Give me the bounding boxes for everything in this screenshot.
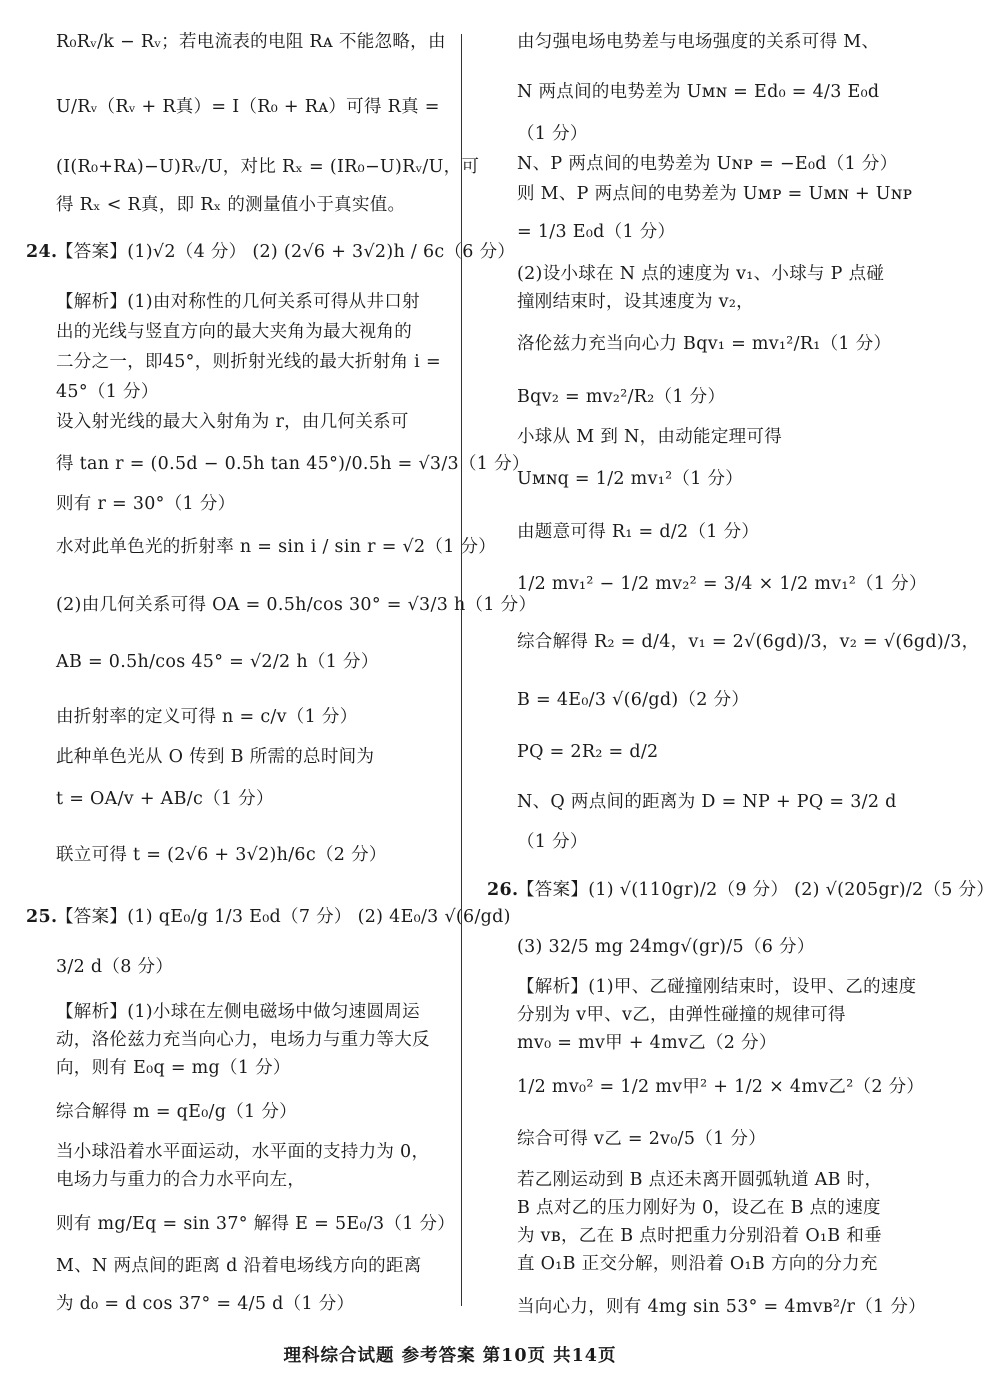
line-content: 此种单色光从 O 传到 B 所需的总时间为 (56, 747, 375, 767)
question-number: 24. (26, 242, 58, 262)
line-content: 由折射率的定义可得 n = c/v（1 分） (56, 707, 358, 727)
text-line (517, 1075, 924, 1100)
text-line (517, 1224, 882, 1249)
text-line (56, 843, 387, 868)
line-content: 得 Rₓ < R真，即 Rₓ 的测量值小于真实值。 (56, 195, 406, 215)
line-content: = 1/3 E₀d（1 分） (517, 222, 676, 242)
line-content: 则有 mg/Eq = sin 37° 解得 E = 5E₀/3（1 分） (56, 1214, 456, 1234)
text-line (517, 1252, 878, 1277)
line-content: 【解析】(1)小球在左侧电磁场中做匀速圆周运 (56, 1002, 420, 1022)
line-content: 动，洛伦兹力充当向心力，电场力与重力等大反 (56, 1030, 430, 1050)
text-line (517, 688, 749, 713)
text-line (26, 905, 511, 930)
text-line (517, 830, 588, 855)
line-content: 由匀强电场电势差与电场强度的关系可得 M、 (517, 32, 880, 52)
text-line (56, 1254, 422, 1279)
text-line (56, 30, 446, 55)
text-line (517, 152, 898, 177)
line-content: 当向心力，则有 4mg sin 53° = 4mvʙ²/r（1 分） (517, 1297, 926, 1317)
text-line (56, 95, 440, 120)
text-line (56, 650, 379, 675)
text-line (517, 1295, 926, 1320)
text-line (517, 80, 879, 105)
text-line (56, 155, 479, 180)
line-content: 分别为 v甲、v乙，由弹性碰撞的规律可得 (517, 1005, 846, 1025)
line-content: M、N 两点间的距离 d 沿着电场线方向的距离 (56, 1256, 422, 1276)
text-line (517, 290, 754, 315)
line-content: 水对此单色光的折射率 n = sin i / sin r = √2（1 分） (56, 537, 497, 557)
text-line (56, 745, 374, 770)
text-line (517, 790, 897, 815)
text-line (517, 332, 891, 357)
text-line (517, 30, 879, 55)
line-content: N、Q 两点间的距离为 D = NP + PQ = 3/2 d (517, 792, 897, 812)
text-line (56, 705, 358, 730)
text-line (56, 320, 412, 345)
text-line (517, 467, 743, 492)
text-line (56, 1056, 291, 1081)
text-line (56, 1000, 420, 1025)
line-content: 【答案】(1) √(110gr)/2（9 分） (2) √(205gr)/2（5 分） (517, 880, 994, 900)
line-content: B 点对乙的压力刚好为 0，设乙在 B 点的速度 (517, 1198, 881, 1218)
text-line (517, 520, 759, 545)
text-line (56, 492, 235, 517)
line-content: N、P 两点间的电势差为 Uɴᴘ = −E₀d（1 分） (517, 154, 898, 174)
line-content: 综合解得 R₂ = d/4，v₁ = 2√(6gd)/3，v₂ = √(6gd)/3， (517, 632, 980, 652)
line-content: 综合可得 v乙 = 2v₀/5（1 分） (517, 1129, 766, 1149)
line-content: 为 d₀ = d cos 37° = 4/5 d（1 分） (56, 1294, 355, 1314)
line-content: (3) 32/5 mg 24mg√(gr)/5（6 分） (517, 937, 815, 957)
text-line (56, 452, 530, 477)
line-content: 向，则有 E₀q = mg（1 分） (56, 1058, 291, 1078)
text-line (517, 572, 927, 597)
line-content: R₀Rᵥ/k − Rᵥ；若电流表的电阻 Rᴀ 不能忽略，由 (56, 32, 446, 52)
line-content: 综合解得 m = qE₀/g（1 分） (56, 1102, 297, 1122)
text-line (56, 1140, 429, 1165)
text-line (517, 122, 588, 147)
line-content: 则 M、P 两点间的电势差为 Uᴍᴘ = Uᴍɴ + Uɴᴘ (517, 184, 913, 204)
text-line (56, 350, 441, 375)
line-content: （1 分） (517, 124, 588, 144)
line-content: 出的光线与竖直方向的最大夹角为最大视角的 (56, 322, 412, 342)
line-content: Uᴍɴq = 1/2 mv₁²（1 分） (517, 469, 744, 489)
text-line (56, 1292, 354, 1317)
text-line (517, 1003, 846, 1028)
text-line (517, 975, 917, 1000)
line-content: AB = 0.5h/cos 45° = √2/2 h（1 分） (56, 652, 379, 672)
line-content: 当小球沿着水平面运动，水平面的支持力为 0， (56, 1142, 430, 1162)
line-content: 1/2 mv₁² − 1/2 mv₂² = 3/4 × 1/2 mv₁²（1 分） (517, 574, 927, 594)
text-line (56, 1100, 297, 1125)
line-content: 二分之一，即45°，则折射光线的最大折射角 i = (56, 352, 441, 372)
line-content: 洛伦兹力充当向心力 Bqv₁ = mv₁²/R₁（1 分） (517, 334, 892, 354)
line-content: (I(R₀+Rᴀ)−U)Rᵥ/U，对比 Rₓ = (IR₀−U)Rᵥ/U，可 (56, 157, 480, 177)
text-line (56, 410, 409, 435)
line-content: 1/2 mv₀² = 1/2 mv甲² + 1/2 × 4mv乙²（2 分） (517, 1077, 925, 1097)
line-content: (2)由几何关系可得 OA = 0.5h/cos 30° = √3/3 h（1 分） (56, 595, 537, 615)
line-content: （1 分） (517, 832, 588, 852)
line-content: N 两点间的电势差为 Uᴍɴ = Ed₀ = 4/3 E₀d (517, 82, 880, 102)
line-content: 得 tan r = (0.5d − 0.5h tan 45°)/0.5h = √3/3（1 分） (56, 454, 530, 474)
line-content: 【解析】(1)由对称性的几何关系可得从井口射 (56, 292, 420, 312)
text-line (517, 1031, 777, 1056)
question-number: 25. (26, 907, 58, 927)
line-content: 【答案】(1) qE₀/g 1/3 E₀d（7 分） (2) 4E₀/3 √(6/gd) (56, 907, 511, 927)
text-line (517, 1168, 882, 1193)
line-content: 联立可得 t = (2√6 + 3√2)h/6c（2 分） (56, 845, 387, 865)
text-line (517, 935, 815, 960)
text-line (56, 1212, 455, 1237)
text-line (517, 740, 658, 765)
line-content: 若乙刚运动到 B 点还未离开圆弧轨道 AB 时， (517, 1170, 883, 1190)
line-content: 电场力与重力的合力水平向左， (56, 1170, 306, 1190)
line-content: 小球从 M 到 N，由动能定理可得 (517, 427, 783, 447)
line-content: (2)设小球在 N 点的速度为 v₁、小球与 P 点碰 (517, 264, 885, 284)
line-content: 则有 r = 30°（1 分） (56, 494, 236, 514)
text-line (517, 630, 979, 655)
text-line (487, 878, 994, 903)
text-line (56, 193, 405, 218)
text-line (517, 1127, 766, 1152)
text-line (26, 240, 515, 265)
text-line (517, 1196, 881, 1221)
line-content: U/Rᵥ（Rᵥ + R真）= I（R₀ + Rᴀ）可得 R真 = (56, 97, 440, 117)
text-line (517, 385, 725, 410)
text-line (56, 955, 173, 980)
line-content: 【解析】(1)甲、乙碰撞刚结束时，设甲、乙的速度 (517, 977, 917, 997)
page-footer: 理科综合试题 参考答案 第10页 共14页 (283, 1346, 617, 1366)
text-line (517, 220, 675, 245)
line-content: 【答案】(1)√2（4 分） (2) (2√6 + 3√2)h / 6c（6 分） (56, 242, 516, 262)
line-content: t = OA/v + AB/c（1 分） (56, 789, 274, 809)
text-line (56, 787, 274, 812)
line-content: PQ = 2R₂ = d/2 (517, 742, 659, 762)
line-content: 直 O₁B 正交分解，则沿着 O₁B 方向的分力充 (517, 1254, 878, 1274)
line-content: B = 4E₀/3 √(6/gd)（2 分） (517, 690, 750, 710)
column-divider (461, 34, 462, 1306)
line-content: Bqv₂ = mv₂²/R₂（1 分） (517, 387, 726, 407)
text-line (56, 380, 159, 405)
text-line (517, 182, 912, 207)
line-content: mv₀ = mv甲 + 4mv乙（2 分） (517, 1033, 777, 1053)
text-line (56, 1168, 305, 1193)
line-content: 45°（1 分） (56, 382, 159, 402)
line-content: 设入射光线的最大入射角为 r，由几何关系可 (56, 412, 409, 432)
question-number: 26. (487, 880, 519, 900)
line-content: 为 vʙ，乙在 B 点时把重力分别沿着 O₁B 和垂 (517, 1226, 882, 1246)
line-content: 3/2 d（8 分） (56, 957, 174, 977)
text-line (56, 1028, 430, 1053)
text-line (56, 535, 496, 560)
text-line (56, 593, 536, 618)
line-content: 由题意可得 R₁ = d/2（1 分） (517, 522, 760, 542)
text-line (517, 425, 782, 450)
text-line (56, 290, 420, 315)
line-content: 撞刚结束时，设其速度为 v₂， (517, 292, 754, 312)
text-line (517, 262, 884, 287)
